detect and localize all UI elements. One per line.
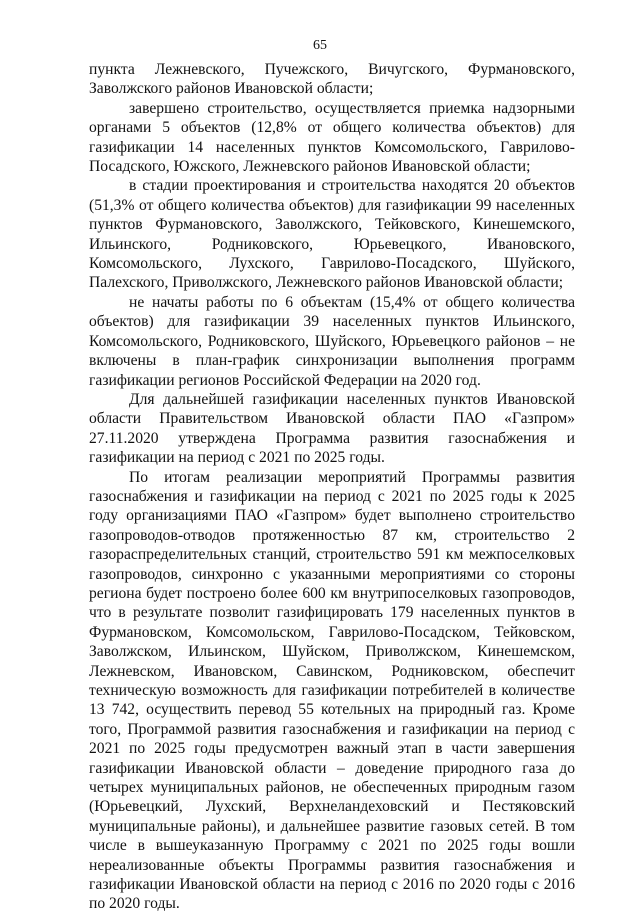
document-body (89, 60, 575, 914)
paragraph-6: По итогам реализации мероприятий Программы развития газоснабжения и газификации на период с 2021 по 2025 годы к 2025 году организациями ПАО «Газпром» будет выполнено строительство газопроводов-отводов протяженностью 87 км, строительство 2 газораспределительных станций, строительство 591 км межпоселковых газопроводов, синхронно с указанными мероприятиями со стороны региона будет построено более 600 км внутрипоселковых газопроводов, что в результате позволит газифицировать 179 населенных пунктов в Фурмановском, Комсомольском, Гаврилово-Посадском, Тейковском, Заволжском, Ильинском, Шуйском, Приволжском, Кинешемском, Лежневском, Ивановском, Савинском, Родниковском, обеспечит техническую возможность для газификации потребителей в количестве 13 742, осуществить перевод 55 котельных на природный газ. Кроме того, Программой развития газоснабжения и газификации на период с 2021 по 2025 годы предусмотрен важный этап в части завершения газификации Ивановской области – доведение природного газа до четырех муниципальных районов, не обеспеченных природным газом (Юрьевецкий, Лухский, Верхнеландеховский и Пестяковский муниципальные районы), и дальнейшее развитие газовых сетей. В том числе в вышеуказанную Программу с 2021 по 2025 годы вошли нереализованные объекты Программы развития газоснабжения и газификации Ивановской области на период с 2016 по 2020 годы с 2016 по 2020 годы. (89, 468, 575, 913)
paragraph-4: не начаты работы по 6 объектам (15,4% от общего количества объектов) для газификации 39 населенных пунктов Ильинского, Комсомольского, Родниковского, Шуйского, Юрьевецкого районов – не включены в план-график синхронизации выполнения программ газификации регионов Российской Федерации на 2020 год. (89, 293, 575, 389)
paragraph-1: пункта Лежневского, Пучежского, Вичугского, Фурмановского, Заволжского районов Ивановской области; (89, 61, 575, 98)
paragraph-5: Для дальнейшей газификации населенных пунктов Ивановской области Правительством Ивановской области ПАО «Газпром» 27.11.2020 утверждена Программа развития газоснабжения и газификации на период с 2021 по 2025 годы. (89, 390, 575, 467)
page-number: 65 (313, 38, 327, 53)
paragraph-2: завершено строительство, осуществляется приемка надзорными органами 5 объектов (12,8% от общего количества объектов) для газификации 14 населенных пунктов Комсомольского, Гаврилово-Посадского, Южского, Лежневского районов Ивановской области; (89, 99, 575, 176)
paragraph-3: в стадии проектирования и строительства находятся 20 объектов (51,3% от общего количества объектов) для газификации 99 населенных пунктов Фурмановского, Заволжского, Тейковского, Кинешемского, Ильинского, Родниковского, Юрьевецкого, Ивановского, Комсомольского, Лухского, Гаврилово-Посадского, Шуйского, Палехского, Приволжского, Лежневского районов Ивановской области; (89, 177, 575, 292)
